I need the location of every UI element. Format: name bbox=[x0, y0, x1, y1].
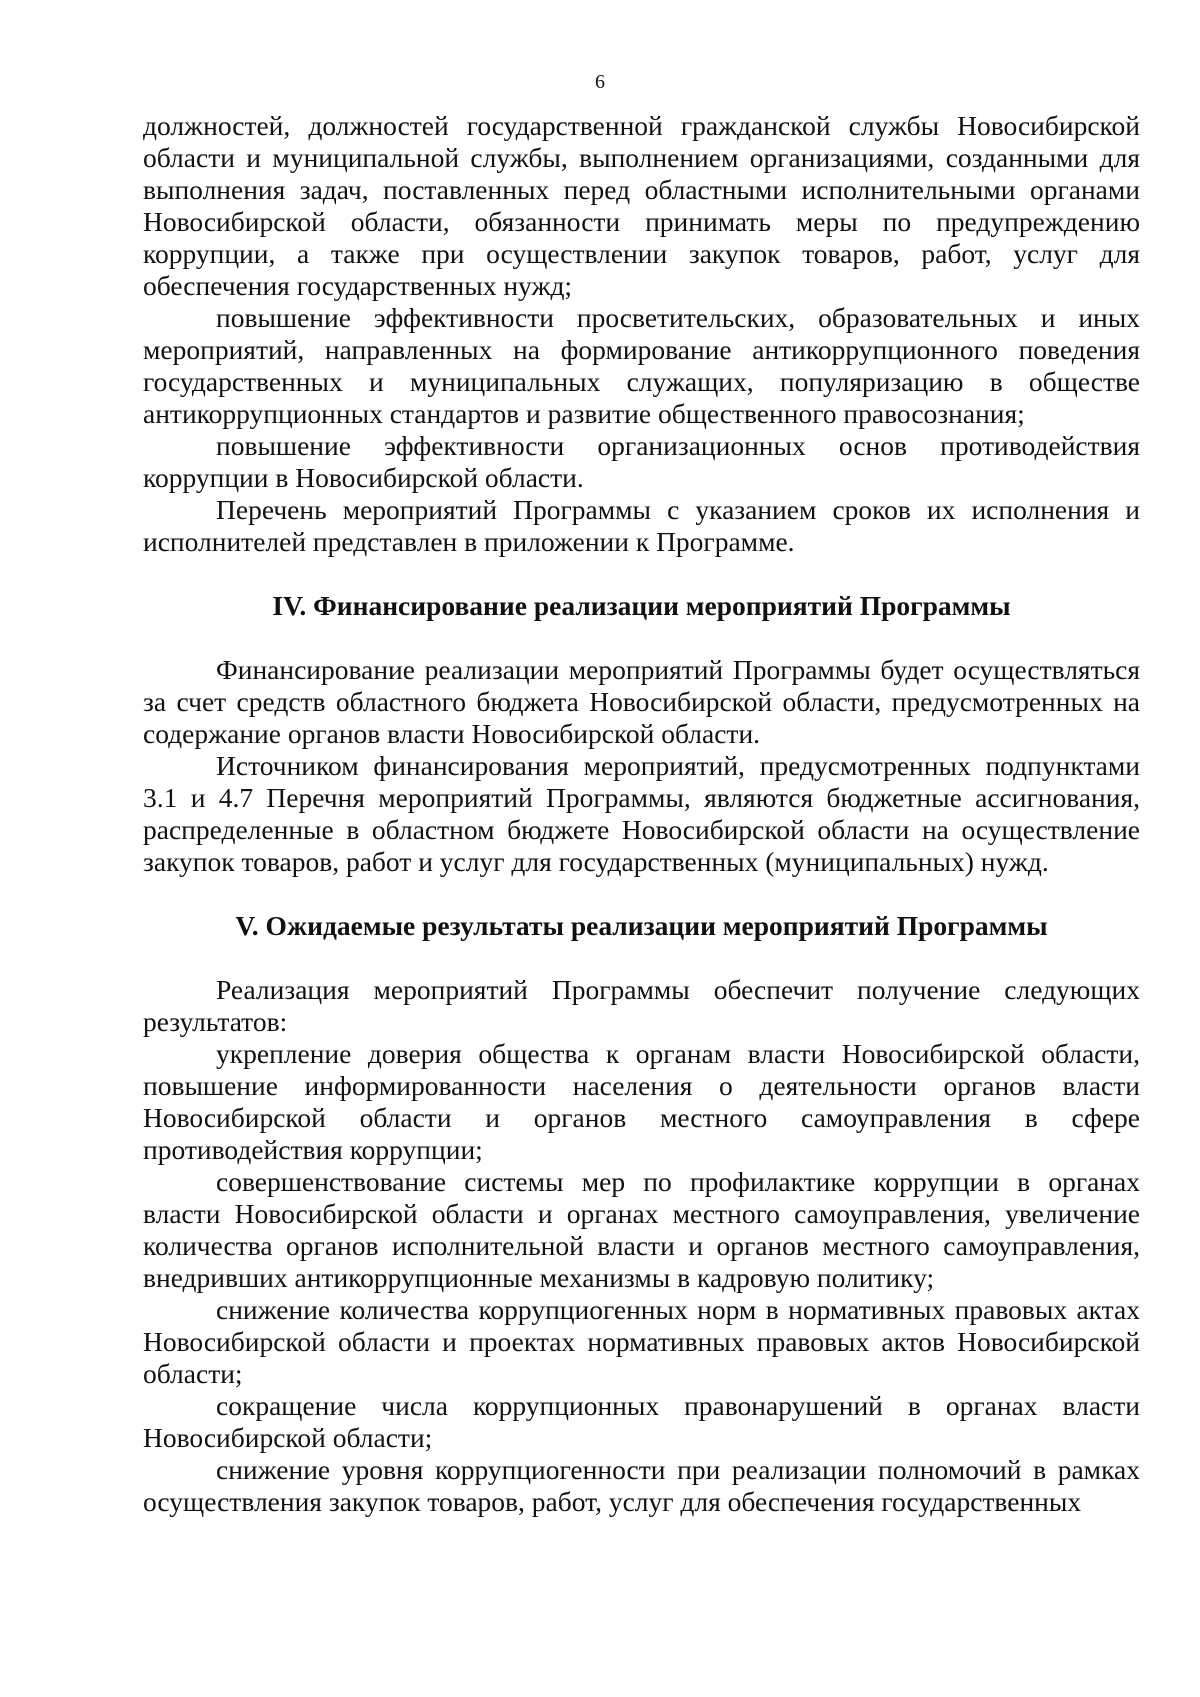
paragraph: должностей, должностей государственной гражданской службы Новосибирской области и муниципальной службы, выполнением организациями, созданными для выполнения задач, поставленных перед областными исполнительными органами Новосибирской области, обязанности принимать меры по предупреждению коррупции, а также при осуществлении закупок товаров, работ, услуг для обеспечения государственных нужд; bbox=[143, 110, 1140, 301]
document-body bbox=[143, 110, 1140, 1518]
page-number: 6 bbox=[595, 71, 605, 93]
spacer bbox=[143, 878, 1140, 910]
spacer bbox=[143, 558, 1140, 590]
spacer bbox=[143, 622, 1140, 654]
paragraph: Реализация мероприятий Программы обеспечит получение следующих результатов: bbox=[143, 974, 1140, 1037]
paragraph: повышение эффективности просветительских, образовательных и иных мероприятий, направленных на формирование антикоррупционного поведения государственных и муниципальных служащих, популяризацию в обществе антикоррупционных стандартов и развитие общественного правосознания; bbox=[143, 302, 1140, 429]
section-heading-v: V. Ожидаемые результаты реализации мероприятий Программы bbox=[235, 910, 1048, 941]
section-heading-iv: IV. Финансирование реализации мероприятий Программы bbox=[272, 590, 1011, 621]
paragraph: укрепление доверия общества к органам власти Новосибирской области, повышение информированности населения о деятельности органов власти Новосибирской области и органов местного самоуправления в сфере противодействия коррупции; bbox=[143, 1038, 1140, 1165]
paragraph: снижение уровня коррупциогенности при реализации полномочий в рамках осуществления закупок товаров, работ, услуг для обеспечения государственных bbox=[143, 1454, 1140, 1517]
paragraph: Перечень мероприятий Программы с указанием сроков их исполнения и исполнителей представлен в приложении к Программе. bbox=[143, 494, 1140, 557]
spacer bbox=[143, 942, 1140, 974]
paragraph: повышение эффективности организационных основ противодействия коррупции в Новосибирской области. bbox=[143, 430, 1140, 493]
paragraph: сокращение числа коррупционных правонарушений в органах власти Новосибирской области; bbox=[143, 1390, 1140, 1453]
paragraph: совершенствование системы мер по профилактике коррупции в органах власти Новосибирской области и органах местного самоуправления, увеличение количества органов исполнительной власти и органов местного самоуправления, внедривших антикоррупционные механизмы в кадровую политику; bbox=[143, 1166, 1140, 1293]
paragraph: снижение количества коррупциогенных норм в нормативных правовых актах Новосибирской области и проектах нормативных правовых актов Новосибирской области; bbox=[143, 1294, 1140, 1389]
paragraph: Финансирование реализации мероприятий Программы будет осуществляться за счет средств областного бюджета Новосибирской области, предусмотренных на содержание органов власти Новосибирской области. bbox=[143, 654, 1140, 749]
paragraph: Источником финансирования мероприятий, предусмотренных подпунктами 3.1 и 4.7 Перечня мероприятий Программы, являются бюджетные ассигнования, распределенные в областном бюджете Новосибирской области на осуществление закупок товаров, работ и услуг для государственных (муниципальных) нужд. bbox=[143, 750, 1140, 877]
